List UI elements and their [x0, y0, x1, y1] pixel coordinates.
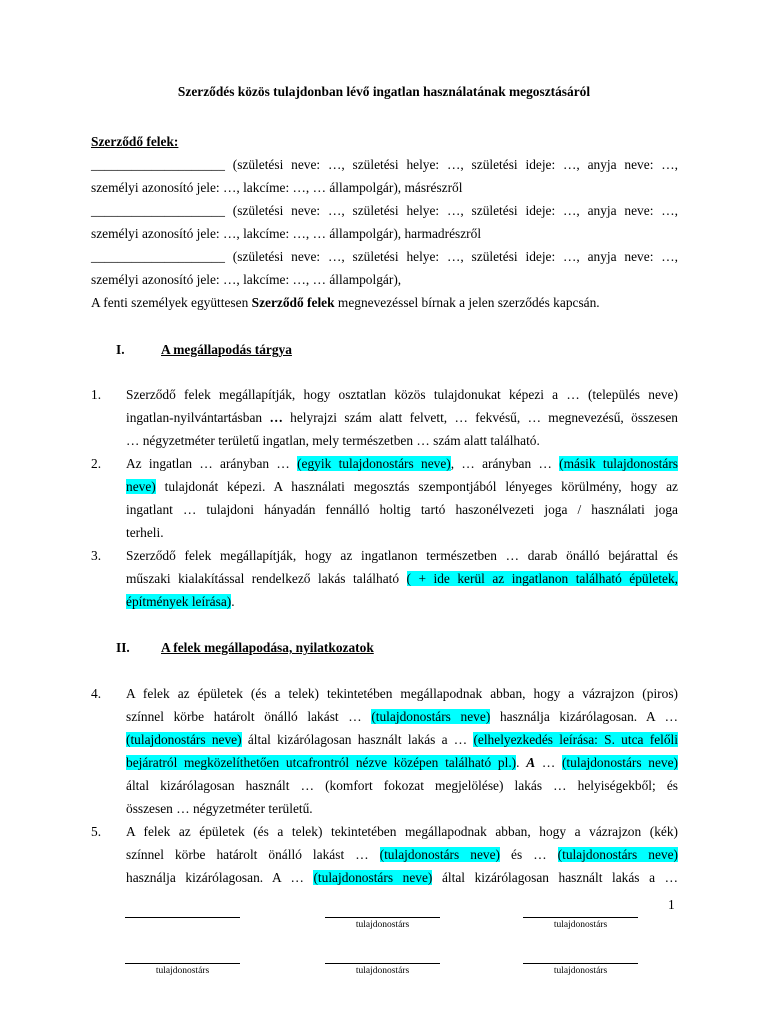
- parties-heading: Szerződő felek:: [91, 134, 179, 149]
- signature-line: [523, 963, 638, 964]
- item-3-number: 3.: [91, 548, 102, 563]
- item-5-number: 5.: [91, 824, 102, 839]
- item-2-number: 2.: [91, 456, 102, 471]
- signature-line: [325, 963, 440, 964]
- party-3-line-2: személyi azonosító jele: …, lakcíme: …, … állampolgár),: [91, 272, 402, 287]
- signature-line: [125, 963, 240, 964]
- item-4-line-3: (tulajdonostárs neve) által kizárólagosan használt lakás a … (elhelyezkedés leírása: S. utca felőli: [126, 732, 678, 747]
- item-3-line-1: Szerződő felek megállapítják, hogy az ingatlanon természetben … darab önálló bejárattal és: [126, 548, 678, 563]
- item-1-line-3: … négyzetméter területű ingatlan, mely természetben … szám alatt található.: [126, 433, 540, 448]
- item-4-line-2: színnel körbe határolt önálló lakást … (tulajdonostárs neve) használja kizárólagosan. A …: [126, 709, 679, 724]
- document-title: Szerződés közös tulajdonban lévő ingatlan használatának megosztásáról: [177, 84, 591, 99]
- signature-label: tulajdonostárs: [355, 966, 410, 976]
- signature-line: [125, 917, 240, 918]
- item-2-line-1: Az ingatlan … arányban … (egyik tulajdonostárs neve), … arányban … (másik tulajdonostárs: [126, 456, 679, 471]
- parties-summary: A fenti személyek együttesen Szerződő felek megnevezéssel bírnak a jelen szerződés kapcsán.: [91, 295, 600, 310]
- item-3-line-3: építmények leírása).: [126, 594, 235, 609]
- item-4-line-4: bejáratról megközelíthetően utcafrontról nézve középen található pl.). A … (tulajdonostárs neve): [126, 755, 679, 770]
- item-2-line-2: neve) tulajdonát képezi. A használati megosztás szempontjából lényeges körülmény, hogy az: [126, 479, 678, 494]
- item-3-line-2: műszaki kialakítással rendelkező lakás található ( + ide kerül az ingatlanon található épületek,: [126, 571, 678, 586]
- item-5-line-3: használja kizárólagosan. A … (tulajdonostárs neve) által kizárólagosan használt lakás a …: [126, 870, 679, 885]
- section-2-title: A felek megállapodása, nyilatkozatok: [161, 640, 374, 655]
- party-3-line-1: ____________________ (születési neve: …, születési helye: …, születési ideje: …, anyja neve: …,: [91, 249, 678, 264]
- party-1-line-1: ____________________ (születési neve: …, születési helye: …, születési ideje: …, anyja neve: …,: [91, 157, 678, 172]
- item-4-number: 4.: [91, 686, 102, 701]
- party-2-line-1: ____________________ (születési neve: …, születési helye: …, születési ideje: …, anyja neve: …,: [91, 203, 678, 218]
- item-4-line-6: összesen … négyzetméter területű.: [126, 801, 313, 816]
- signature-label: tulajdonostárs: [553, 966, 608, 976]
- item-1-number: 1.: [91, 387, 102, 402]
- page-number: 1: [668, 897, 675, 912]
- item-1-line-1: Szerződő felek megállapítják, hogy osztatlan közös tulajdonukat képezi a … (település neve): [126, 387, 678, 402]
- signature-label: tulajdonostárs: [553, 920, 608, 930]
- signature-label: tulajdonostárs: [355, 920, 410, 930]
- party-2-line-2: személyi azonosító jele: …, lakcíme: …, … állampolgár), harmadrészről: [91, 226, 482, 241]
- section-2-number: II.: [116, 640, 130, 655]
- item-4-line-1: A felek az épületek (és a telek) tekintetében megállapodnak abban, hogy a vázrajzon (piros): [126, 686, 678, 701]
- section-1-number: I.: [116, 342, 125, 357]
- item-2-line-4: terheli.: [126, 525, 164, 540]
- item-1-line-2: ingatlan-nyilvántartásban … helyrajzi szám alatt felvett, … fekvésű, … megnevezésű, összesen: [126, 410, 678, 425]
- signature-label: tulajdonostárs: [155, 966, 210, 976]
- item-4-line-5: által kizárólagosan használt … (komfort fokozat megjelölése) lakás … helyiségekből; és: [126, 778, 678, 793]
- item-2-line-3: ingatlant … tulajdoni hányadán fennálló holtig tartó haszonélvezeti joga / használati joga: [126, 502, 678, 517]
- item-5-line-1: A felek az épületek (és a telek) tekintetében megállapodnak abban, hogy a vázrajzon (kék): [126, 824, 678, 839]
- section-1-title: A megállapodás tárgya: [161, 342, 292, 357]
- signature-line: [325, 917, 440, 918]
- item-5-line-2: színnel körbe határolt önálló lakást … (tulajdonostárs neve) és … (tulajdonostárs neve): [126, 847, 678, 862]
- party-1-line-2: személyi azonosító jele: …, lakcíme: …, … állampolgár), másrészről: [91, 180, 463, 195]
- signature-line: [523, 917, 638, 918]
